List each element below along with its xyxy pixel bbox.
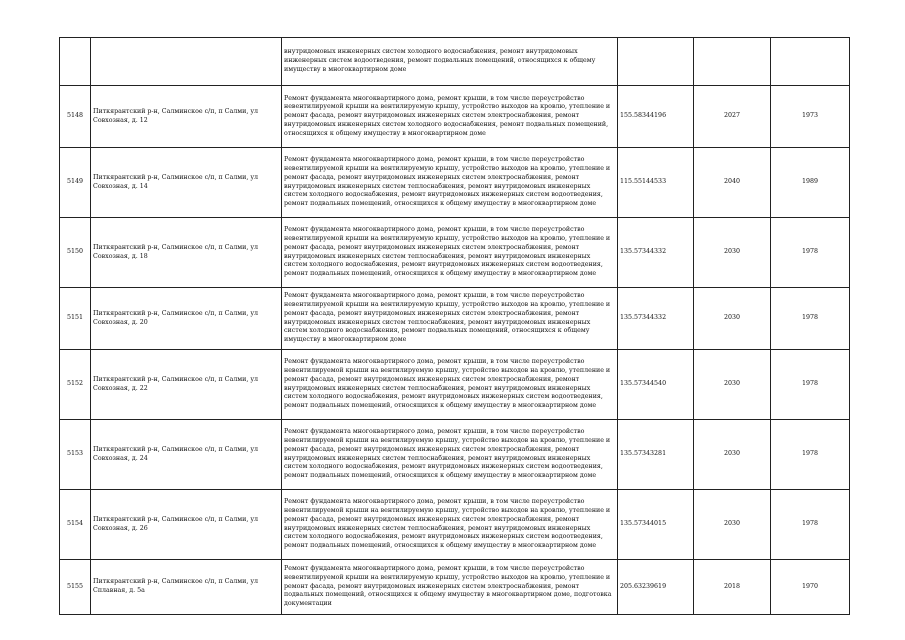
work-list-cell bbox=[282, 86, 618, 148]
build-year-cell: 1973 bbox=[771, 86, 850, 148]
address-cell: Питкярантский р-н, Салминское с/п, п Салми, ул Совхозная, д. 24 bbox=[91, 420, 282, 490]
work-list-cell bbox=[282, 350, 618, 420]
cost-cell bbox=[618, 38, 694, 86]
cost-cell: 135.57344332 bbox=[618, 218, 694, 288]
work-list-text: Ремонт фундамента многоквартирного дома, ремонт крыши, в том числе переустройство невентилируемой крыши на вентилируемую крышу, устройство выходов на кровлю, утепление и ремонт фасада, ремонт внутридомовых инженерных систем электроснабжения, ремонт внутридомовых инженерных систем теплоснабжения, ремонт внутридомовых инженерных систем холодного водоснабжения, ремонт внутридомовых инженерных систем водоотведения, ремонт подвальных помещений, относящихся к общему имуществу в многоквартирном доме bbox=[284, 156, 611, 208]
work-list-text: Ремонт фундамента многоквартирного дома, ремонт крыши, в том числе переустройство невентилируемой крыши на вентилируемую крышу, устройство выходов на кровлю, утепление и ремонт фасада, ремонт внутридомовых инженерных систем электроснабжения, ремонт внутридомовых инженерных систем теплоснабжения, ремонт внутридомовых инженерных систем холодного водоснабжения, ремонт внутридомовых инженерных систем водоотведения, ремонт подвальных помещений, относящихся к общему имуществу в многоквартирном доме bbox=[284, 226, 611, 278]
work-list-text: Ремонт фундамента многоквартирного дома, ремонт крыши, в том числе переустройство невентилируемой крыши на вентилируемую крышу, устройство выходов на кровлю, утепление и ремонт фасада, ремонт внутридомовых инженерных систем электроснабжения, ремонт внутридомовых инженерных систем холодного водоснабжения, ремонт подвальных помещений, относящихся к общему имуществу в многоквартирном доме bbox=[284, 94, 611, 137]
row-number: 5152 bbox=[60, 350, 91, 420]
table-body bbox=[60, 38, 850, 615]
row-number: 5148 bbox=[60, 86, 91, 148]
build-year-cell bbox=[771, 38, 850, 86]
table-row bbox=[60, 86, 850, 148]
address-cell: Питкярантский р-н, Салминское с/п, п Салми, ул Совхозная, д. 18 bbox=[91, 218, 282, 288]
row-number: 5153 bbox=[60, 420, 91, 490]
build-year-cell: 1970 bbox=[771, 560, 850, 615]
address-cell: Питкярантский р-н, Салминское с/п, п Салми, ул Сплавная, д. 5а bbox=[91, 560, 282, 615]
work-list-cell bbox=[282, 560, 618, 615]
cost-cell: 115.55144533 bbox=[618, 148, 694, 218]
table-row bbox=[60, 350, 850, 420]
work-list-text: Ремонт фундамента многоквартирного дома, ремонт крыши, в том числе переустройство невентилируемой крыши на вентилируемую крышу, устройство выходов на кровлю, утепление и ремонт фасада, ремонт внутридомовых инженерных систем электроснабжения, ремонт подвальных помещений, относящихся к общему имуществу в многоквартирном доме, подготовка документации bbox=[284, 565, 612, 608]
table-row bbox=[60, 490, 850, 560]
table-row bbox=[60, 148, 850, 218]
cost-cell: 135.57344540 bbox=[618, 350, 694, 420]
address-cell: Питкярантский р-н, Салминское с/п, п Салми, ул Совхозная, д. 26 bbox=[91, 490, 282, 560]
work-list-cell bbox=[282, 38, 618, 86]
build-year-cell: 1978 bbox=[771, 288, 850, 350]
work-list-cell bbox=[282, 218, 618, 288]
table-row bbox=[60, 560, 850, 615]
cost-cell: 135.57344015 bbox=[618, 490, 694, 560]
table-row bbox=[60, 218, 850, 288]
address-cell: Питкярантский р-н, Салминское с/п, п Салми, ул Совхозная, д. 20 bbox=[91, 288, 282, 350]
build-year-cell: 1978 bbox=[771, 420, 850, 490]
capital-repair-table bbox=[59, 37, 850, 615]
planned-year-cell bbox=[694, 38, 771, 86]
table-row bbox=[60, 288, 850, 350]
work-list-cell bbox=[282, 420, 618, 490]
row-number: 5150 bbox=[60, 218, 91, 288]
planned-year-cell: 2030 bbox=[694, 490, 771, 560]
work-list-cell bbox=[282, 288, 618, 350]
planned-year-cell: 2030 bbox=[694, 288, 771, 350]
planned-year-cell: 2040 bbox=[694, 148, 771, 218]
address-cell bbox=[91, 38, 282, 86]
cost-cell: 135.57344332 bbox=[618, 288, 694, 350]
planned-year-cell: 2030 bbox=[694, 350, 771, 420]
row-number: 5154 bbox=[60, 490, 91, 560]
build-year-cell: 1978 bbox=[771, 490, 850, 560]
build-year-cell: 1978 bbox=[771, 218, 850, 288]
cost-cell: 205.63239619 bbox=[618, 560, 694, 615]
row-number: 5149 bbox=[60, 148, 91, 218]
planned-year-cell: 2018 bbox=[694, 560, 771, 615]
table-row bbox=[60, 38, 850, 86]
address-cell: Питкярантский р-н, Салминское с/п, п Салми, ул Совхозная, д. 14 bbox=[91, 148, 282, 218]
cost-cell: 155.58344196 bbox=[618, 86, 694, 148]
work-list-text: Ремонт фундамента многоквартирного дома, ремонт крыши, в том числе переустройство невентилируемой крыши на вентилируемую крышу, устройство выходов на кровлю, утепление и ремонт фасада, ремонт внутридомовых инженерных систем электроснабжения, ремонт внутридомовых инженерных систем теплоснабжения, ремонт внутридомовых инженерных систем холодного водоснабжения, ремонт внутридомовых инженерных систем водоотведения, ремонт подвальных помещений, относящихся к общему имуществу в многоквартирном доме bbox=[284, 428, 611, 480]
work-list-text: Ремонт фундамента многоквартирного дома, ремонт крыши, в том числе переустройство невентилируемой крыши на вентилируемую крышу, устройство выходов на кровлю, утепление и ремонт фасада, ремонт внутридомовых инженерных систем электроснабжения, ремонт внутридомовых инженерных систем теплоснабжения, ремонт внутридомовых инженерных систем холодного водоснабжения, ремонт внутридомовых инженерных систем водоотведения, ремонт подвальных помещений, относящихся к общему имуществу в многоквартирном доме bbox=[284, 498, 611, 550]
work-list-cell bbox=[282, 490, 618, 560]
cost-cell: 135.57343281 bbox=[618, 420, 694, 490]
address-cell: Питкярантский р-н, Салминское с/п, п Салми, ул Совхозная, д. 12 bbox=[91, 86, 282, 148]
work-list-text: Ремонт фундамента многоквартирного дома, ремонт крыши, в том числе переустройство невентилируемой крыши на вентилируемую крышу, устройство выходов на кровлю, утепление и ремонт фасада, ремонт внутридомовых инженерных систем электроснабжения, ремонт внутридомовых инженерных систем теплоснабжения, ремонт внутридомовых инженерных систем холодного водоснабжения, ремонт внутридомовых инженерных систем водоотведения, ремонт подвальных помещений, относящихся к общему имуществу в многоквартирном доме bbox=[284, 358, 611, 410]
planned-year-cell: 2030 bbox=[694, 218, 771, 288]
table-row bbox=[60, 420, 850, 490]
work-list-cell bbox=[282, 148, 618, 218]
build-year-cell: 1989 bbox=[771, 148, 850, 218]
row-number: 5151 bbox=[60, 288, 91, 350]
planned-year-cell: 2030 bbox=[694, 420, 771, 490]
row-number: 5155 bbox=[60, 560, 91, 615]
planned-year-cell: 2027 bbox=[694, 86, 771, 148]
row-number bbox=[60, 38, 91, 86]
work-list-text: внутридомовых инженерных систем холодного водоснабжения, ремонт внутридомовых инженерных систем водоотведения, ремонт подвальных помещений, относящихся к общему имуществу в многоквартирном доме bbox=[284, 48, 596, 73]
build-year-cell: 1978 bbox=[771, 350, 850, 420]
address-cell: Питкярантский р-н, Салминское с/п, п Салми, ул Совхозная, д. 22 bbox=[91, 350, 282, 420]
work-list-text: Ремонт фундамента многоквартирного дома, ремонт крыши, в том числе переустройство невентилируемой крыши на вентилируемую крышу, устройство выходов на кровлю, утепление и ремонт фасада, ремонт внутридомовых инженерных систем электроснабжения, ремонт внутридомовых инженерных систем теплоснабжения, ремонт внутридомовых инженерных систем холодного водоснабжения, ремонт подвальных помещений, относящихся к общему имуществу в многоквартирном доме bbox=[284, 292, 611, 344]
